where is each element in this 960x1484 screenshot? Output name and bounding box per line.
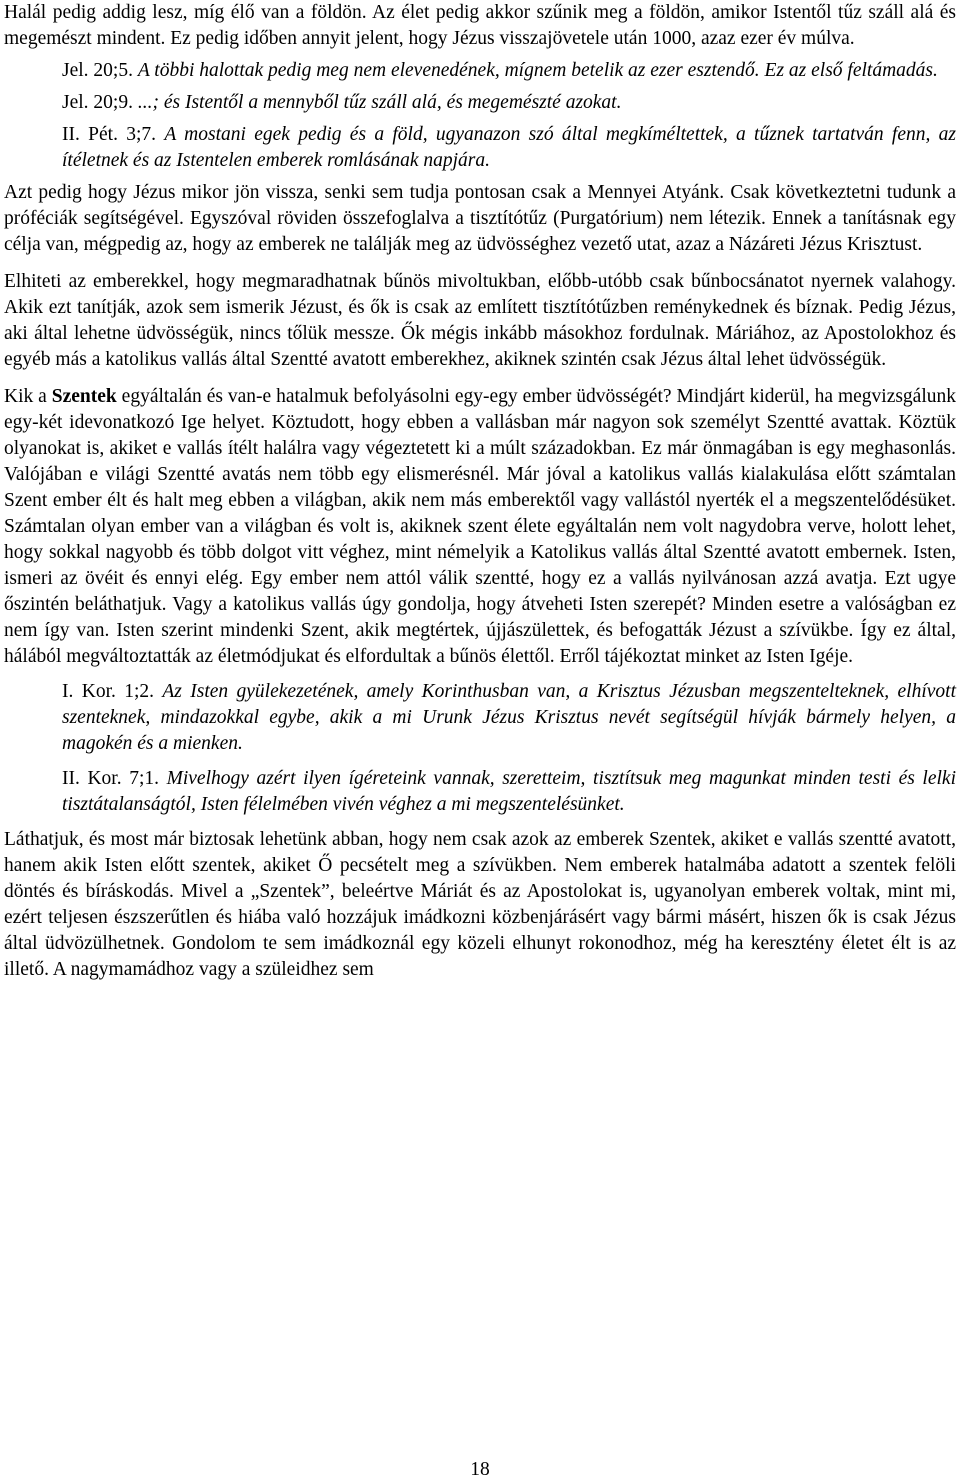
quote-text: Az Isten gyülekezetének, amely Korinthusban van, a Krisztus Jézusban megszentelteknek, elhívott szenteknek, mindazokkal egybe, akik a mi Urunk Jézus Krisztus nevét segítségül hívják bármely helyen, a magokén és a mienken.	[62, 681, 956, 754]
paragraph-2: Azt pedig hogy Jézus mikor jön vissza, senki sem tudja pontosan csak a Mennyei Atyánk. Csak következtetni tudunk a próféciák segítségével. Egyszóval röviden összefoglalva a tisztítótűz (Purgatórium) nem létezik. Ennek a tanításnak egy célja van, mégpedig az, hogy az emberek ne találják meg az üdvösséghez vezető utat, azaz a Názáreti Jézus Krisztust.	[4, 182, 956, 255]
quote-text: Mivelhogy azért ilyen ígéreteink vannak, szeretteim, tisztítsuk meg magunkat minden testi és lelki tisztátalanságtól, Isten félelmében vivén véghez a mi megszentelésünket.	[62, 768, 956, 815]
quote-text: ...; és Istentől a mennyből tűz száll alá, és megemészté azokat.	[137, 92, 622, 113]
paragraph-4-rest: egyáltalán és van-e hatalmuk befolyásolni egy-egy ember üdvösségét? Mindjárt kiderül, ha megvizsgálunk egy-két idevonatkozó Ige helyet. Köztudott, hogy ebben a vallásban már nagyon sok személyt Szentté avattak. Köztük olyanokat is, akiket e vallás ítélt halálra vagy végeztetett ki a múlt századokban. Ez már önmagában is egy meghasonlás. Valójában e világi Szentté avatás nem több egy elismerésnél. Már jóval a katolikus vallás kialakulása előtt számtalan Szent ember élt és halt meg ebben a világban, akik nem más emberektől vagy vallástól nyerték el a megszentelődésüket. Számtalan olyan ember van a világban és volt is, akiknek szent élete egyáltalán nem volt nagydobra verve, holott lehet, hogy sokkal nagyobb és több dolgot vitt véghez, mint némelyik a Katolikus vallás által Szentté avatott embernek. Isten, ismeri az övéit és ennyi elég. Egy ember nem attól válik szentté, hogy ez a vallás nyilvánosan azzá avatja. Ezt ugye őszintén beláthatjuk. Vagy a katolikus vallás úgy gondolja, hogy átveheti Isten szerepét? Minden esetre a valóságban ez nem így van. Isten szerint mindenki Szent, akik megtértek, újjászülettek, és befogatták Jézust a szívükbe. Így ez által, hálából megváltoztatták az életmódjukat és elfordultak a bűnös élettől. Erről tájékoztat minket az Isten Igéje.	[4, 386, 957, 667]
quote-reference: Jel. 20;9.	[62, 92, 138, 113]
paragraph-4-start: Kik a	[4, 386, 52, 407]
keyword-szentek: Szentek	[51, 386, 117, 407]
quote-1-kor-1-2	[62, 679, 956, 757]
quote-2-kor-7-1	[62, 766, 956, 818]
quote-reference: Jel. 20;5.	[62, 60, 138, 81]
paragraph-4	[4, 384, 956, 670]
page-number: 18	[470, 1459, 490, 1480]
quote-jel-20-5	[62, 58, 956, 84]
paragraph-3: Elhiteti az emberekkel, hogy megmaradhatnak bűnös mivoltukban, előbb-utóbb csak bűnbocsánatot nyernek valahogy. Akik ezt tanítják, azok sem ismerik Jézust, és ők is csak az említett tisztítótűzben reménykednek és bíznak. Pedig Jézus, aki által lehetne üdvösségük, nincs tőlük messze. Ők mégis inkább másokhoz fordulnak. Máriához, az Apostolokhoz és egyéb más a katolikus vallás által Szentté avatott emberekhez, akiknek szintén csak Jézus által lehet üdvösségük.	[4, 271, 956, 370]
document-page	[4, 0, 956, 983]
paragraph-5: Láthatjuk, és most már biztosak lehetünk abban, hogy nem csak azok az emberek Szentek, akiket e vallás szentté avatott, hanem akik Isten előtt szentek, akiket Ő pecsételt meg a szívükben. Nem emberek hatalmába adatott a szentek felöli döntés és bíráskodás. Mivel a „Szentek”, beleértve Máriát és az Apostolokat is, ugyanolyan emberek voltak, mint mi, ezért teljesen észszerűtlen és hiába való hozzájuk imádkozni közbenjárásért vagy bármi másért, hiszen ők is csak Jézus által üdvözülhetnek. Gondolom te sem imádkoznál egy közeli elhunyt rokonodhoz, még ha keresztény életet élt is az illető. A nagymamádhoz vagy a szüleidhez sem	[4, 829, 956, 980]
quote-reference: II. Pét. 3;7.	[62, 124, 165, 145]
quote-reference: II. Kor. 7;1.	[62, 768, 167, 789]
quote-2-pet-3-7	[62, 122, 956, 174]
quote-reference: I. Kor. 1;2.	[62, 681, 163, 702]
quote-text: A mostani egek pedig és a föld, ugyanazon szó által megkíméltettek, a tűznek tartatván fenn, az ítéletnek és az Istentelen emberek romlásának napjára.	[62, 124, 956, 171]
quote-jel-20-9	[62, 90, 956, 116]
paragraph-1: Halál pedig addig lesz, míg élő van a földön. Az élet pedig akkor szűnik meg a földön, amikor Istentől tűz száll alá és megemészt mindent. Ez pedig időben annyit jelent, hogy Jézus visszajövetele után 1000, azaz ezer év múlva.	[4, 2, 956, 49]
quote-text: A többi halottak pedig meg nem elevenedének, mígnem betelik az ezer esztendő. Ez az első feltámadás.	[137, 60, 938, 81]
